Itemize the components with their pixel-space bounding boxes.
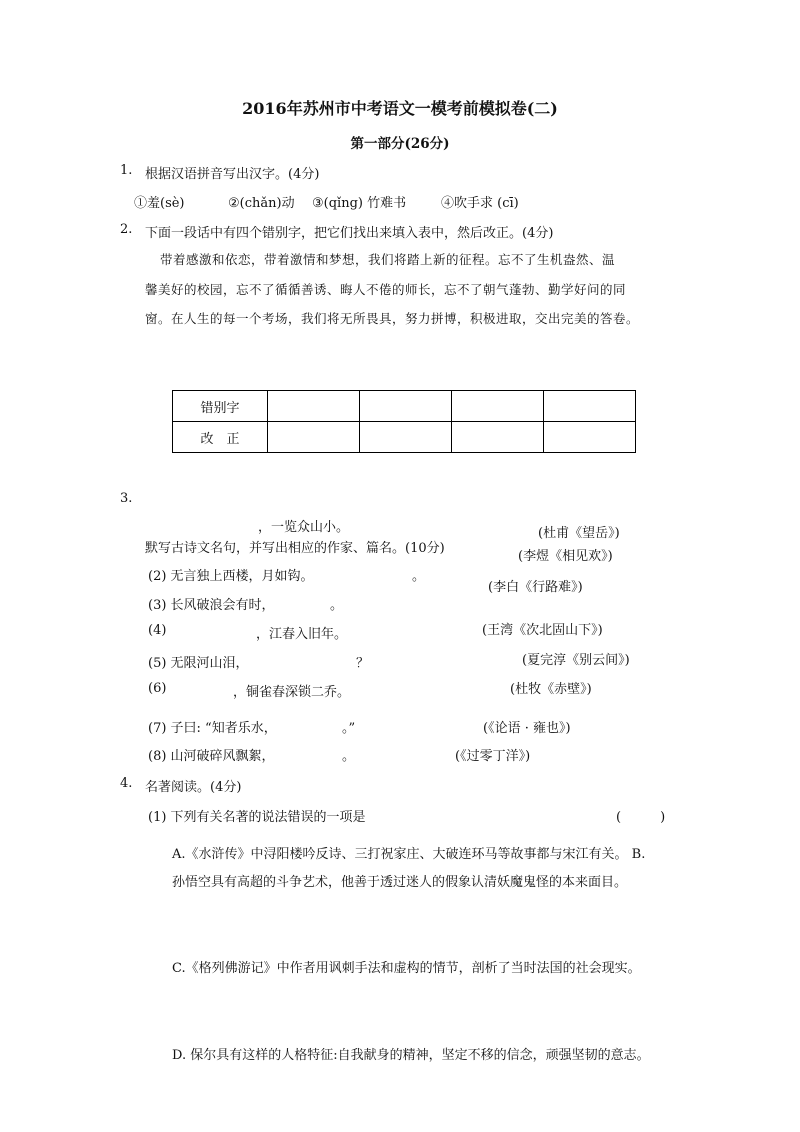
option-d: D. 保尔具有这样的人格特征:自我献身的精神，坚定不移的信念，顽强坚韧的意志。	[172, 1048, 650, 1063]
q1-prompt: 根据汉语拼音写出汉字。(4分)	[145, 167, 320, 182]
answer-cell[interactable]	[360, 422, 452, 453]
q3-item-tail: ？	[356, 656, 370, 671]
q2-passage-line: 窗。在人生的每一个考场，我们将无所畏具，努力拼博，积极进取，交出完美的答卷。	[145, 311, 640, 326]
q3-item: (6)	[148, 681, 167, 696]
q4-sub1: (1) 下列有关名著的说法错误的一项是	[148, 810, 366, 825]
answer-cell[interactable]	[544, 422, 636, 453]
q1-item: ④吹手求 (cī)	[441, 196, 519, 211]
page-title: 2016年苏州市中考语文一模考前模拟卷(二)	[242, 99, 558, 118]
q3-line1: ，一览众山小。	[258, 520, 350, 535]
q3-item-tail: ，江春入旧年。	[256, 627, 348, 642]
section-title: 第一部分(26分)	[350, 136, 450, 152]
q3-source: (杜甫《望岳》)	[538, 526, 620, 541]
q1-item: ②(chǎn)动	[228, 196, 295, 211]
q3-item-tail: 。”	[342, 721, 356, 736]
q3-source: (王湾《次北固山下》)	[482, 623, 603, 638]
q3-number: 3.	[120, 491, 133, 506]
q3-item-tail: 。	[412, 569, 426, 584]
q3-item-tail: 。	[330, 598, 344, 613]
table-label-errors: 错别字	[173, 391, 268, 422]
q3-item: (4)	[148, 623, 167, 638]
q3-source: (李白《行路难》)	[488, 580, 583, 595]
q3-item-tail: ，铜雀春深锁二乔。	[233, 685, 351, 700]
q3-item: (5) 无限河山泪，	[148, 656, 249, 671]
q1-number: 1.	[120, 163, 133, 178]
q3-item: (7) 子曰: “知者乐水，	[148, 721, 277, 736]
q2-prompt: 下面一段话中有四个错别字，把它们找出来填入表中，然后改正。(4分)	[145, 226, 554, 241]
q1-item: ③(qǐng) 竹难书	[312, 196, 407, 211]
q4-prompt: 名著阅读。(4分)	[145, 780, 242, 795]
answer-cell[interactable]	[452, 422, 544, 453]
q3-item: (2) 无言独上西楼，月如钩。	[148, 569, 314, 584]
q2-number: 2.	[120, 222, 133, 237]
answer-cell[interactable]	[360, 391, 452, 422]
q3-source: (《过零丁洋》)	[455, 749, 531, 764]
option-b: 孙悟空具有高超的斗争艺术，他善于透过迷人的假象认清妖魔鬼怪的本来面目。	[172, 875, 628, 890]
answer-cell[interactable]	[268, 422, 360, 453]
q3-prompt: 默写古诗文名句，并写出相应的作家、篇名。(10分)	[145, 541, 445, 556]
q3-source: (李煜《相见欢》)	[518, 549, 613, 564]
table-label-correction: 改 正	[173, 422, 268, 453]
q3-source: (杜牧《赤壁》)	[510, 682, 592, 697]
q3-source: (夏完淳《别云间》)	[522, 653, 630, 668]
q3-item: (8) 山河破碎风飘絮，	[148, 749, 275, 764]
option-c: C.《格列佛游记》中作者用讽刺手法和虚构的情节，剖析了当时法国的社会现实。	[172, 961, 641, 976]
q4-number: 4.	[120, 776, 133, 791]
answer-cell[interactable]	[268, 391, 360, 422]
table-row	[173, 422, 636, 453]
answer-cell[interactable]	[452, 391, 544, 422]
q3-source: (《论语 · 雍也》)	[483, 721, 571, 736]
option-a: A.《水浒传》中浔阳楼吟反诗、三打祝家庄、大破连环马等故事都与宋江有关。 B.	[172, 847, 646, 862]
q2-passage-line: 馨美好的校园，忘不了循循善诱、晦人不倦的师长，忘不了朝气蓬勃、勤学好问的同	[145, 282, 627, 297]
q3-item: (3) 长风破浪会有时，	[148, 598, 275, 613]
table-row	[173, 391, 636, 422]
answer-cell[interactable]	[544, 391, 636, 422]
q3-item-tail: 。	[342, 749, 356, 764]
answer-paren[interactable]: ( )	[616, 810, 666, 825]
q1-item: ①羞(sè)	[134, 196, 185, 211]
q2-passage-line: 带着感激和依恋，带着激情和梦想，我们将踏上新的征程。忘不了生机盎然、温	[160, 252, 616, 267]
error-correction-table	[172, 390, 636, 453]
